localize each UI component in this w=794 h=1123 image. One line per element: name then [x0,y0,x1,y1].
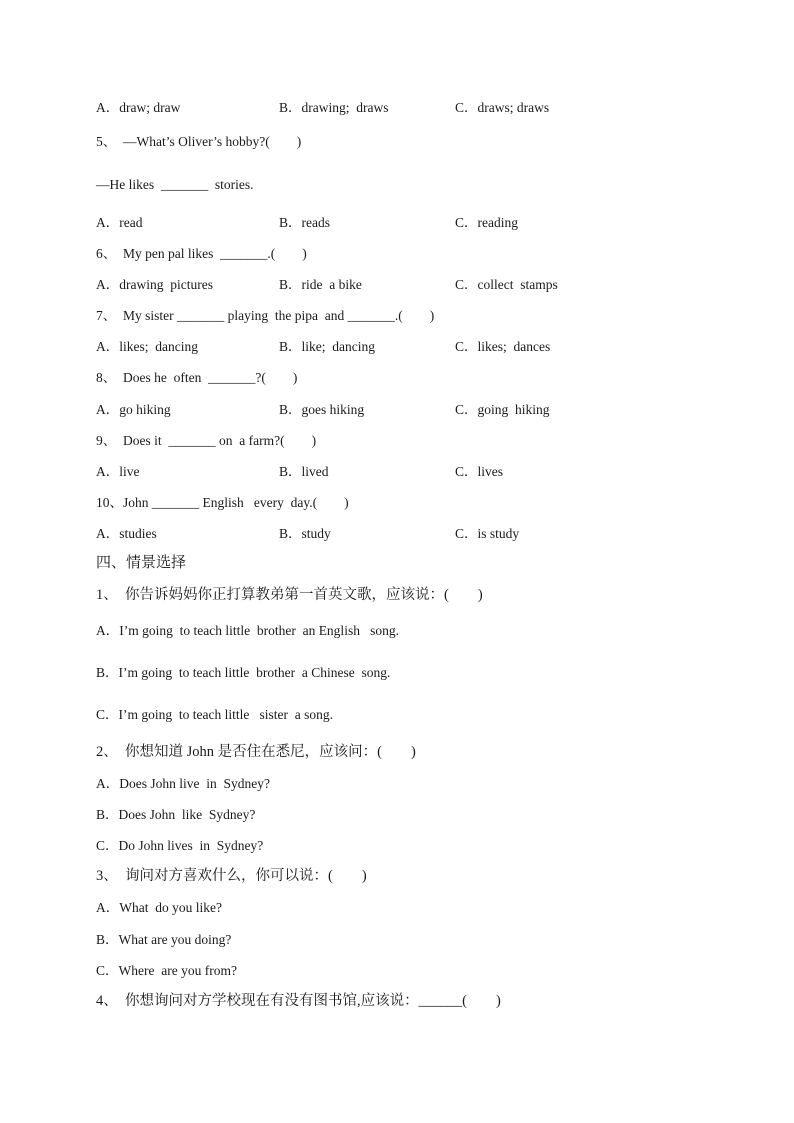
q10-option-a: A．studies [96,526,157,541]
q6-stem: 6、 My pen pal likes _______.( ) [96,246,307,261]
q9-option-b: B．lived [279,464,329,479]
q5-option-a: A．read [96,215,143,230]
s1-option-b: B．I’m going to teach little brother a Chinese song. [96,665,391,680]
q8-stem: 8、 Does he often _______?( ) [96,370,298,385]
s3-stem: 3、 询问对方喜欢什么，你可以说：( ) [96,868,367,884]
s2-stem: 2、 你想知道 John 是否住在悉尼，应该问：( ) [96,744,416,760]
q6-option-a: A．drawing pictures [96,277,213,292]
s3-option-a: A．What do you like? [96,900,222,915]
s4-stem: 4、 你想询问对方学校现在有没有图书馆,应该说：______( ) [96,993,501,1009]
s1-stem: 1、 你告诉妈妈你正打算教弟第一首英文歌，应该说：( ) [96,587,483,603]
q9-option-c: C．lives [455,464,504,479]
s2-option-a: A．Does John live in Sydney? [96,776,270,791]
q9-stem: 9、 Does it _______ on a farm?( ) [96,433,317,448]
q4-option-a: A．draw; draw [96,100,181,115]
q5-stem: 5、 —What’s Oliver’s hobby?( ) [96,134,302,149]
q5-option-c: C．reading [455,215,518,230]
q8-option-c: C．going hiking [455,402,550,417]
s3-option-c: C．Where are you from? [96,963,237,978]
q10-option-b: B．study [279,526,331,541]
q4-option-c: C．draws; draws [455,100,550,115]
q8-option-a: A．go hiking [96,402,171,417]
q7-stem: 7、 My sister _______ playing the pipa and _______.( ) [96,308,435,323]
q5-option-b: B．reads [279,215,330,230]
q7-option-a: A．likes; dancing [96,339,198,354]
q6-option-b: B．ride a bike [279,277,362,292]
q4-option-b: B．drawing; draws [279,100,389,115]
s2-option-b: B．Does John like Sydney? [96,807,256,822]
q9-option-a: A．live [96,464,140,479]
q10-stem: 10、John _______ English every day.( ) [96,495,349,510]
s1-option-c: C．I’m going to teach little sister a song. [96,707,333,722]
q5-line2: —He likes _______ stories. [96,177,254,192]
q10-option-c: C．is study [455,526,520,541]
q7-option-c: C．likes; dances [455,339,551,354]
s3-option-b: B．What are you doing? [96,932,232,947]
q6-option-c: C．collect stamps [455,277,558,292]
q8-option-b: B．goes hiking [279,402,365,417]
q7-option-b: B．like; dancing [279,339,375,354]
s2-option-c: C．Do John lives in Sydney? [96,838,264,853]
section-title: 四、情景选择 [96,555,187,571]
s1-option-a: A．I’m going to teach little brother an English song. [96,623,399,638]
